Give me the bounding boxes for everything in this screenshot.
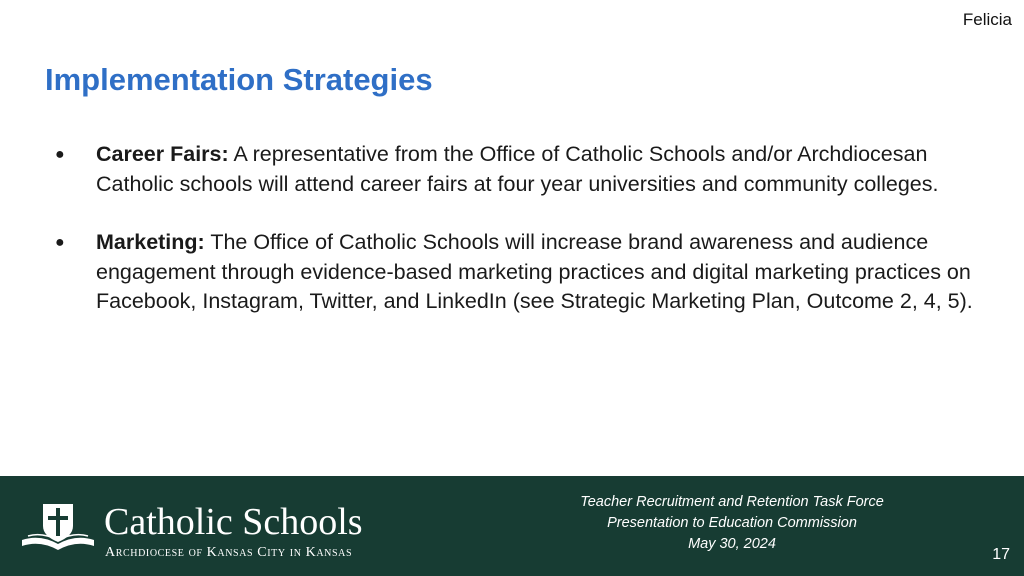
- bullet-dot-icon: ●: [55, 146, 65, 163]
- slide-title: Implementation Strategies: [45, 62, 433, 97]
- page-number: 17: [992, 546, 1010, 563]
- footer-caption: [532, 492, 932, 555]
- bullet-text: A representative from the Office of Catholic Schools and/or Archdiocesan Catholic schools will attend career fairs at four year universities and community colleges.: [96, 142, 939, 196]
- footer-line-1: Teacher Recruitment and Retention Task Force: [580, 494, 884, 510]
- bullet-list: [55, 140, 985, 346]
- bullet-career-fairs: [55, 140, 985, 199]
- footer-line-3: May 30, 2024: [688, 536, 776, 552]
- logo-name: Catholic Schools: [104, 501, 363, 543]
- logo-subtitle: Archdiocese of Kansas City in Kansas: [105, 545, 353, 560]
- bullet-term: Career Fairs:: [96, 142, 229, 166]
- bullet-text: The Office of Catholic Schools will increase brand awareness and audience engagement through evidence-based marketing practices and digital marketing practices on Facebook, Instagram, Twitter, and LinkedIn (see Strategic Marketing Plan, Outcome 2, 4, 5).: [96, 230, 973, 313]
- cross-book-emblem-icon: [18, 502, 98, 552]
- bullet-marketing: [55, 228, 985, 317]
- presenter-name: Felicia: [962, 10, 1012, 29]
- bullet-term: Marketing:: [96, 230, 205, 254]
- footer-bar: [0, 476, 1024, 576]
- catholic-schools-logo: [18, 500, 398, 560]
- footer-line-2: Presentation to Education Commission: [607, 515, 857, 531]
- bullet-dot-icon: ●: [55, 234, 65, 251]
